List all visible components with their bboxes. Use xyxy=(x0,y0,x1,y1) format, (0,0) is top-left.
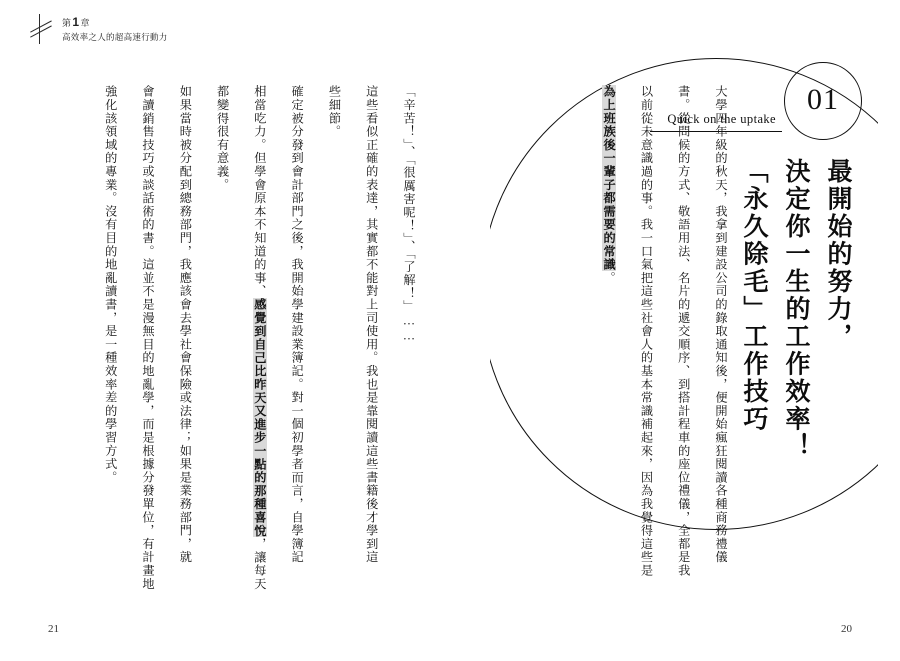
text-column: 書。從問候的方式、敬語用法、名片的遞交順序、到搭計程車的座位禮儀，全都是我 xyxy=(676,85,691,578)
chapter-number: 1 xyxy=(72,15,80,30)
text-column: 如果當時被分配到總務部門，我應該會去學社會保險或法律；如果是業務部門，就 xyxy=(178,85,193,564)
text-run: 以前從未意識過的事。我一口氣把這些社會人的基本常識補起來，因為我覺得這些是 xyxy=(639,85,654,578)
text-column: 強化該領域的專業。沒有目的地亂讀書，是一種效率差的學習方式。 xyxy=(103,85,118,484)
chapter-suffix: 章 xyxy=(80,18,90,29)
right-page xyxy=(450,0,900,661)
text-column: 這些看似正確的表達，其實都不能對上司使用。我也是靠閱讀這些書籍後才學到這 xyxy=(364,85,379,564)
section-title xyxy=(726,158,852,488)
text-column-with-emphasis xyxy=(634,85,658,578)
page-number-right: 20 xyxy=(841,623,852,635)
title-line: 最開始的努力， xyxy=(824,158,851,351)
chapter-header xyxy=(28,14,168,44)
chapter-header-text xyxy=(62,15,168,43)
left-page-body xyxy=(30,85,420,591)
text-column: 些細節。 xyxy=(327,85,342,139)
text-run: ，讓每天 xyxy=(252,537,267,591)
chapter-subtitle: 高效率之人的超高速行動力 xyxy=(62,32,168,43)
section-number-badge xyxy=(784,62,862,140)
text-column-emphasis xyxy=(596,85,620,555)
chapter-mark-icon xyxy=(28,14,54,44)
text-column-with-emphasis xyxy=(247,85,271,591)
text-column: 「辛苦！」、「很厲害呢！」、「了解！」…… xyxy=(402,85,416,344)
circle-mask-right xyxy=(878,30,900,570)
text-column: 確定被分發到會計部門之後，我開始學建設業簿記。對一個初學者而言，自學簿記 xyxy=(290,85,305,564)
text-column: 會讀銷售技巧或談話術的書。這並不是漫無目的地亂學，而是根據分發單位，有計畫地 xyxy=(141,85,156,591)
emphasis-run: 為上班族後一輩子都需要的常識 xyxy=(602,85,617,272)
chapter-label xyxy=(62,15,168,30)
section-number: 01 xyxy=(807,82,839,116)
emphasis-run: 感覺到自己比昨天又進步一點的那種喜悅 xyxy=(252,297,267,538)
right-page-body xyxy=(472,85,732,578)
section-eyebrow: Quick on the uptake xyxy=(667,112,776,126)
text-run: 。 xyxy=(602,271,617,285)
title-line: 決定你一生的工作效率！ xyxy=(782,158,809,461)
text-column: 大學四年級的秋天，我拿到建設公司的錄取通知後，便開始瘋狂閱讀各種商務禮儀 xyxy=(714,85,728,564)
text-column: 都變得很有意義。 xyxy=(215,85,230,192)
text-run: 相當吃力。但學會原本不知道的事、 xyxy=(252,85,267,298)
chapter-prefix: 第 xyxy=(62,18,72,29)
title-line: 「永久除毛」工作技巧 xyxy=(740,158,767,433)
page-number-left: 21 xyxy=(48,623,59,635)
